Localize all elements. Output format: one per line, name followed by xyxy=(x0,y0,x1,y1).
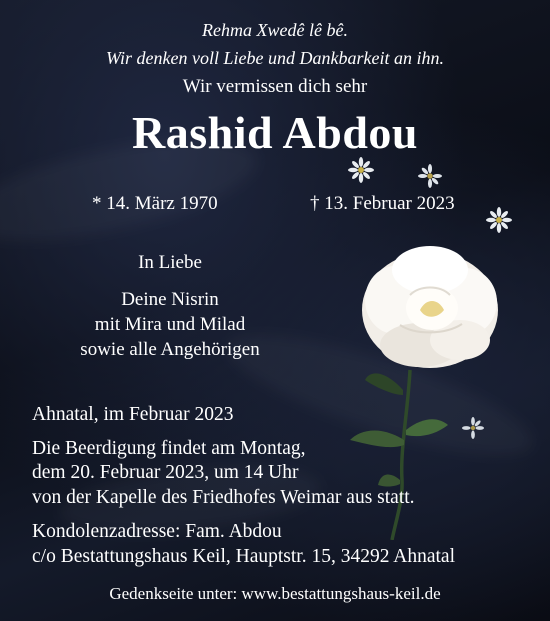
memorial-page-link[interactable]: Gedenkseite unter: www.bestattungshaus-keil.de xyxy=(109,584,441,603)
daisy-icon xyxy=(418,164,442,188)
family-line-2: mit Mira und Milad xyxy=(94,314,246,335)
we-miss-text: Wir vermissen dich sehr xyxy=(182,76,368,97)
birth-date: * 14. März 1970 xyxy=(92,193,218,214)
deceased-name: Rashid Abdou xyxy=(132,107,418,158)
condolence-line-1: Kondolenzadresse: Fam. Abdou xyxy=(32,521,282,542)
family-intro: In Liebe xyxy=(138,252,202,273)
daisy-icon xyxy=(348,157,374,183)
quote-line-1: Rehma Xwedê lê bê. xyxy=(202,20,348,40)
family-line-3: sowie alle Angehörigen xyxy=(80,339,260,360)
place-date: Ahnatal, im Februar 2023 xyxy=(32,404,234,425)
funeral-line-1: Die Beerdigung findet am Montag, xyxy=(32,438,306,459)
condolence-line-2: c/o Bestattungshaus Keil, Hauptstr. 15, 34292 Ahnatal xyxy=(32,546,455,567)
funeral-line-3: von der Kapelle des Friedhofes Weimar aus statt. xyxy=(32,487,415,508)
family-line-1: Deine Nisrin xyxy=(121,289,219,310)
funeral-line-2: dem 20. Februar 2023, um 14 Uhr xyxy=(32,462,299,483)
daisy-icon xyxy=(486,207,512,233)
death-date: † 13. Februar 2023 xyxy=(310,193,455,214)
quote-line-2: Wir denken voll Liebe und Dankbarkeit an ihn. xyxy=(106,48,444,68)
